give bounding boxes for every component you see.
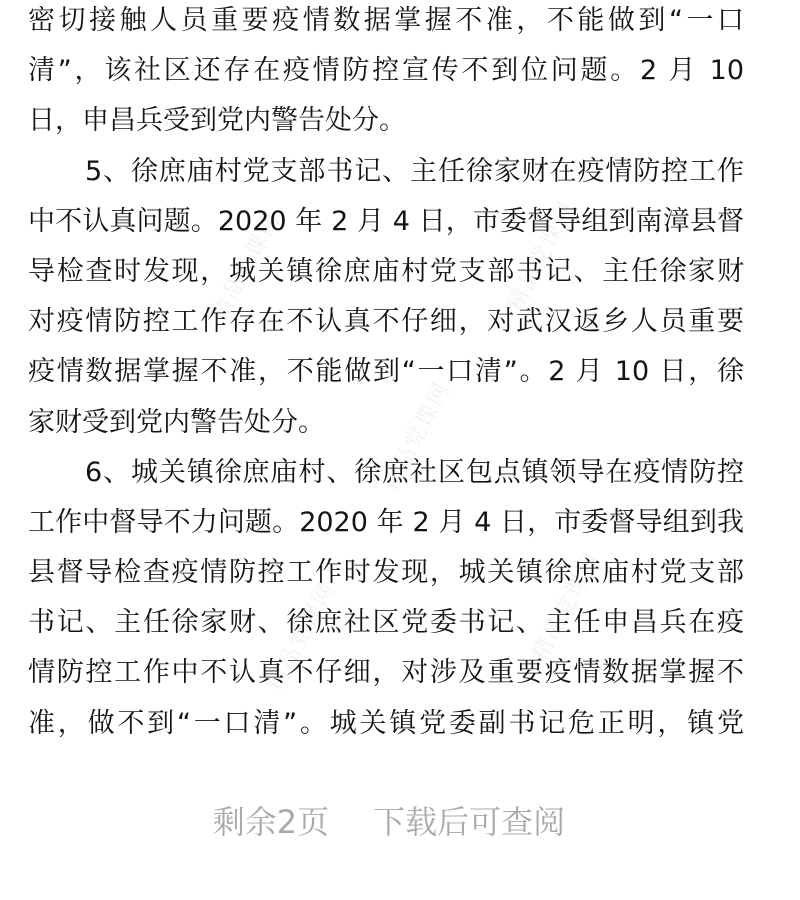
watermark-text: 精品党课网 bbox=[502, 197, 581, 316]
text-line: 情防控工作中不认真不仔细，对涉及重要疫情数据掌握不 bbox=[28, 657, 744, 689]
watermark-text: 精品党课网 bbox=[527, 547, 606, 666]
text-line: 中不认真问题。2020 年 2 月 4 日，市委督导组到南漳县督 bbox=[28, 205, 744, 237]
text-line: 密切接触人员重要疫情数据掌握不准，不能做到“一口 bbox=[28, 5, 744, 36]
watermark-text: 精品党课网 bbox=[207, 207, 286, 326]
text-line: 疫情数据掌握不准，不能做到“一口清”。2 月 10 日，徐 bbox=[28, 356, 744, 388]
text-line: 6、城关镇徐庶庙村、徐庶社区包点镇领导在疫情防控 bbox=[85, 456, 744, 488]
text-line: 县督导检查疫情防控工作时发现，城关镇徐庶庙村党支部 bbox=[28, 557, 744, 589]
text-line: 日，申昌兵受到党内警告处分。 bbox=[28, 105, 406, 137]
text-line: 工作中督导不力问题。2020 年 2 月 4 日，市委督导组到我 bbox=[28, 506, 744, 538]
text-line: 对疫情防控工作存在不认真不仔细，对武汉返乡人员重要 bbox=[28, 306, 744, 338]
text-line: 书记、主任徐家财、徐庶社区党委书记、主任申昌兵在疫 bbox=[28, 607, 744, 639]
text-line: 导检查时发现，城关镇徐庶庙村党支部书记、主任徐家财 bbox=[28, 255, 744, 287]
document-body bbox=[28, 0, 744, 749]
remaining-pages-notice bbox=[0, 800, 778, 844]
download-hint-label: 下载后可查阅 bbox=[373, 803, 566, 841]
text-line: 清”，该社区还存在疫情防控宣传不到位问题。2 月 10 bbox=[28, 55, 744, 87]
text-line: 5、徐庶庙村党支部书记、主任徐家财在疫情防控工作 bbox=[85, 155, 744, 187]
text-line: 准，做不到“一口清”。城关镇党委副书记危正明，镇党 bbox=[28, 707, 744, 739]
watermark-text: 精品党课网 bbox=[377, 377, 456, 496]
paragraph bbox=[28, 0, 744, 147]
text-line: 家财受到党内警告处分。 bbox=[28, 406, 325, 438]
paragraph bbox=[28, 448, 744, 749]
watermark-text: 精品党课网 bbox=[262, 577, 341, 696]
remaining-pages-label: 剩余2页 bbox=[212, 803, 330, 841]
paragraph bbox=[28, 147, 744, 448]
